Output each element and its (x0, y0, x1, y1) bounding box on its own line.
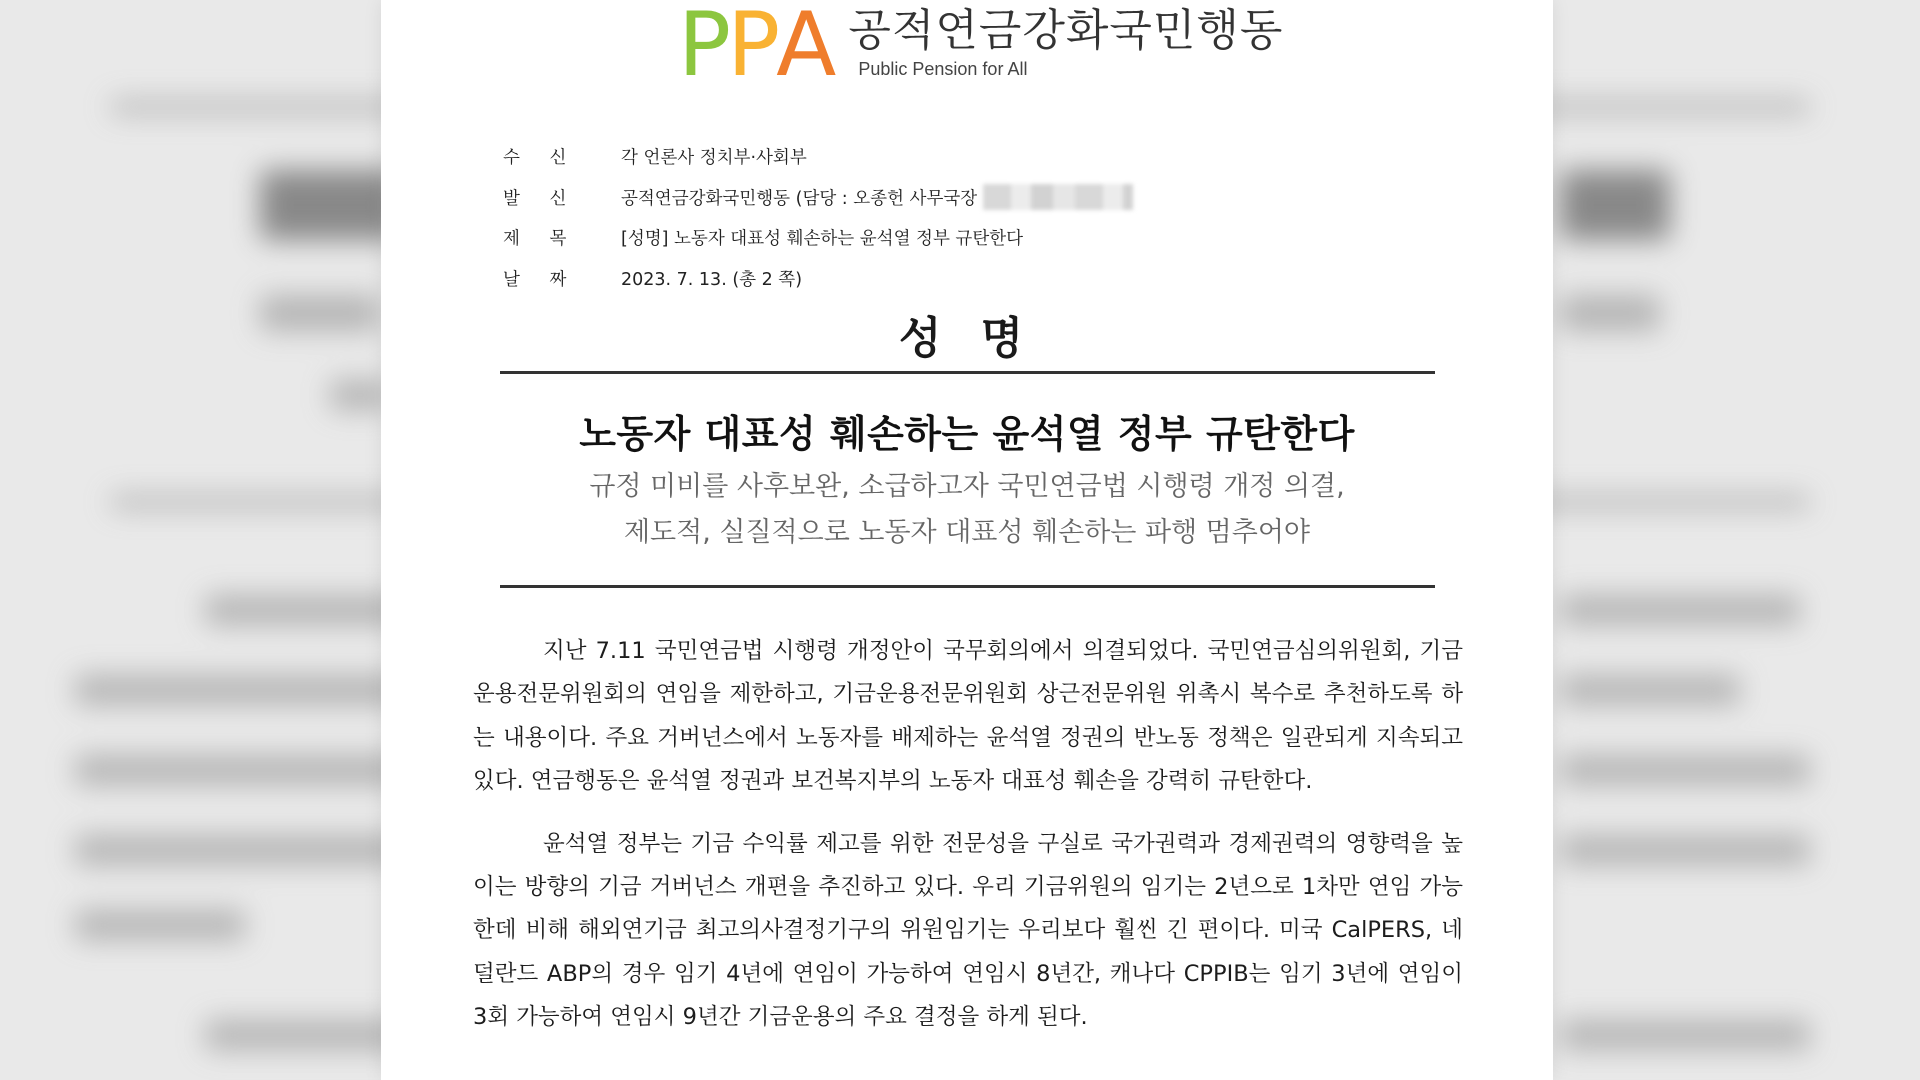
meta-row-subject (503, 217, 1133, 258)
logo-text (848, 4, 1283, 80)
logo-letter-a: A (776, 0, 833, 96)
statement-heading: 성 명 (898, 313, 1036, 364)
document-meta (503, 136, 1133, 299)
org-name-korean: 공적연금강화국민행동 (848, 5, 1284, 56)
statement-body (473, 630, 1463, 1059)
body-paragraph-2: 윤석열 정부는 기금 수익률 제고를 위한 전문성을 구실로 국가권력과 경제권력의 영향력을 높이는 방향의 기금 거버넌스 개편을 추진하고 있다. 우리 기금위원의 임기는 2년으로 1차만 연임 가능한데 비해 해외연기금 최고의사결정기구의 위원임기는 우리보다 훨씬 긴 편이다. 미국 CalPERS, 네덜란드 ABP의 경우 임기 4년에 연임이 가능하여 연임시 8년간, 캐나다 CPPIB는 임기 3년에 연임이 3회 가능하여 연임시 9년간 기금운용의 주요 결정을 하게 된다. (473, 830, 1463, 1031)
meta-value: [성명] 노동자 대표성 훼손하는 윤석열 정부 규탄한다 (621, 229, 1024, 250)
logo-letter-p1: P (678, 0, 728, 96)
meta-row-sender (503, 177, 1133, 218)
subtitle-line-1: 규정 미비를 사후보완, 소급하고자 국민연금법 시행령 개정 의결, (589, 471, 1345, 502)
subtitle-line-2: 제도적, 실질적으로 노동자 대표성 훼손하는 파행 멈추어야 (623, 517, 1311, 548)
top-rule (500, 371, 1435, 374)
bottom-rule (500, 585, 1435, 588)
meta-row-date (503, 258, 1133, 299)
statement-title: 노동자 대표성 훼손하는 윤석열 정부 규탄한다 (579, 412, 1355, 456)
body-paragraph-1: 지난 7.11 국민연금법 시행령 개정안이 국무회의에서 의결되었다. 국민연금심의위원회, 기금운용전문위원회의 연임을 제한하고, 기금운용전문위원회 상근전문위원 위촉시 복수로 추천하도록 하는 내용이다. 주요 거버넌스에서 노동자를 배제하는 윤석열 정권의 반노동 정책은 일관되게 지속되고 있다. 연금행동은 윤석열 정권과 보건복지부의 노동자 대표성 훼손을 강력히 규탄한다. (473, 638, 1463, 795)
meta-value: 공적연금강화국민행동 (담당 : 오종헌 사무국장 (621, 188, 978, 209)
redacted-contact (983, 184, 1133, 210)
meta-value: 각 언론사 정치부·사회부 (621, 147, 807, 168)
meta-label: 제 목 (503, 229, 579, 250)
logo-mark (678, 0, 833, 96)
meta-row-recipient (503, 136, 1133, 177)
meta-label: 발 신 (503, 188, 579, 209)
press-release-document (381, 0, 1553, 1080)
org-name-english: Public Pension for All (858, 59, 1028, 79)
meta-value: 2023. 7. 13. (총 2 쪽) (621, 269, 803, 290)
ppa-logo (678, 0, 1284, 96)
meta-label: 수 신 (503, 147, 579, 168)
meta-label: 날 짜 (503, 269, 579, 290)
logo-letter-p2: P (727, 0, 777, 96)
